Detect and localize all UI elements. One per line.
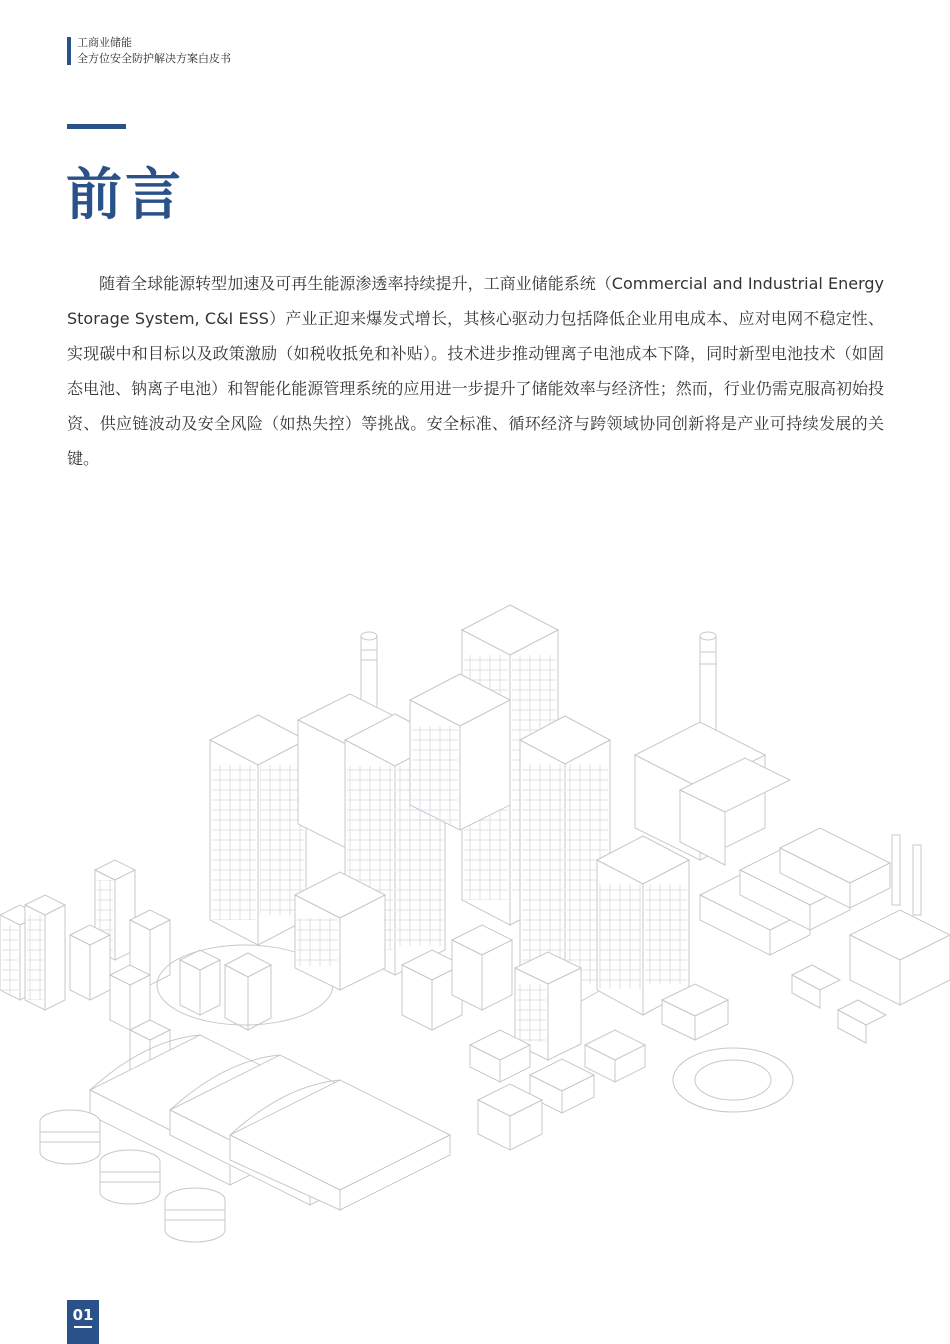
- building-small: [180, 950, 220, 1015]
- header-subtitle: 全方位安全防护解决方案白皮书: [77, 52, 231, 65]
- building-small: [25, 895, 65, 1010]
- building-small: [70, 925, 110, 1000]
- storage-tank: [165, 1188, 225, 1242]
- header-title: 工商业储能: [77, 36, 132, 49]
- building-small: [452, 925, 512, 1010]
- factory-building: [850, 910, 950, 1005]
- header-accent-bar: [67, 37, 71, 65]
- storage-tank: [100, 1150, 160, 1204]
- page-number-underline: [74, 1326, 92, 1328]
- building-small: [110, 965, 150, 1030]
- building-small: [585, 1030, 645, 1082]
- tower-building: [410, 674, 510, 830]
- page-number: 01: [67, 1300, 99, 1344]
- title-rule: [67, 124, 126, 129]
- intro-paragraph: 随着全球能源转型加速及可再生能源渗透率持续提升，工商业储能系统（Commercial and Industrial Energy Storage System, C&I ESS）产业正迎来爆发式增长，其核心驱动力包括降低企业用电成本、应对电网不稳定性、实现碳中和目标以及政策激励（如税收抵免和补贴）。技术进步推动锂离子电池成本下降，同时新型电池技术（如固态电池、钠离子电池）和智能化能源管理系统的应用进一步提升了储能效率与经济性；然而，行业仍需克服高初始投资、供应链波动及安全风险（如热失控）等挑战。安全标准、循环经济与跨领域协同创新将是产业可持续发展的关键。: [67, 274, 884, 468]
- tower-building: [210, 715, 306, 945]
- industrial-city-illustration: [0, 596, 950, 1256]
- building-small: [225, 953, 271, 1030]
- building-mid: [295, 872, 385, 990]
- tower-building: [597, 836, 689, 1015]
- page-title: 前言: [66, 163, 184, 228]
- chimney: [892, 835, 921, 915]
- storage-tank: [40, 1110, 100, 1164]
